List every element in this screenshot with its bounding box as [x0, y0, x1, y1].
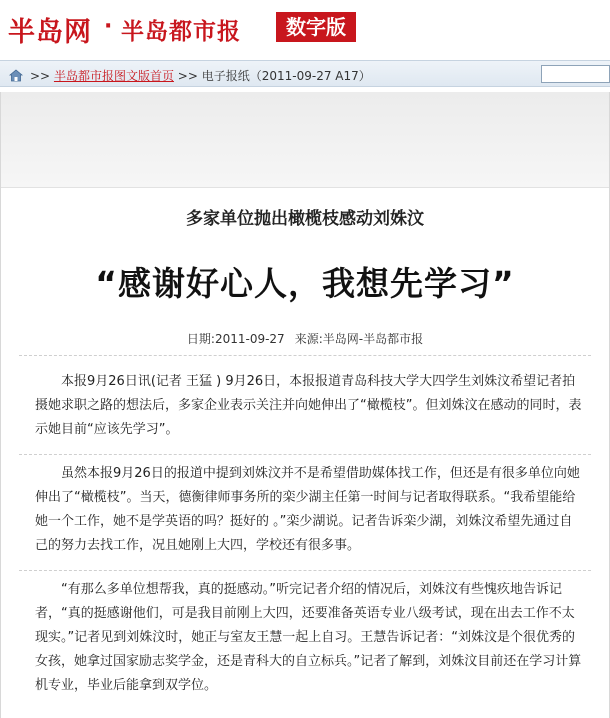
- article-subtitle: 多家单位抛出橄榄枝感动刘姝汶: [186, 209, 424, 229]
- source-label: 来源:: [294, 332, 323, 346]
- article-paragraph: “有那么多单位想帮我，真的挺感动。”听完记者介绍的情况后，刘姝汶有些愧疚地告诉记者，“真的挺感谢他们，可是我目前刚上大四，还要准备英语专业八级考试，现在出去工作不太现实。”记者见到刘姝汶时，她正与室友王慧一起上自习。王慧告诉记者：“刘姝汶是个很优秀的女孩，她拿过国家励志奖学金，还是青科大的自立标兵。”记者了解到，刘姝汶目前还在学习计算机专业，毕业后能拿到双学位。: [35, 582, 582, 693]
- breadcrumb-current: 电子报纸（2011-09-27 A17）: [201, 69, 371, 83]
- article-image-area: [1, 92, 609, 188]
- article-source: 半岛网-半岛都市报: [322, 332, 424, 346]
- meta-divider: [19, 355, 591, 356]
- article-headline: “感谢好心人，我想先学习”: [95, 264, 515, 303]
- breadcrumb-bar: [0, 60, 610, 87]
- digital-edition-badge: 数字版: [276, 12, 356, 42]
- article-meta: [1, 330, 609, 347]
- breadcrumb-separator: >>: [177, 69, 198, 83]
- search-input[interactable]: [541, 65, 610, 83]
- article-paragraph: 虽然本报9月26日的报道中提到刘姝汶并不是希望借助媒体找工作，但还是有很多单位向她伸出了“橄榄枝”。当天，德衡律师事务所的栾少湖主任第一时间与记者取得联系。“我希望能给她一个工作，她不是学英语的吗？挺好的 。”栾少湖说。记者告诉栾少湖，刘姝汶希望先通过自己的努力去找工作，况且她刚上大四，学校还有很多事。: [35, 466, 580, 553]
- paragraph-divider: [19, 570, 591, 571]
- breadcrumb: [30, 67, 371, 84]
- home-icon: [9, 67, 23, 80]
- site-logo[interactable]: 半岛网: [8, 17, 92, 48]
- logo-separator: ·: [104, 14, 113, 39]
- breadcrumb-prefix: >>: [30, 69, 51, 83]
- article-container: [0, 92, 610, 718]
- paragraph-divider: [19, 454, 591, 455]
- site-header: [0, 0, 610, 56]
- article-paragraph: 本报9月26日讯(记者 王猛 ) 9月26日，本报报道青岛科技大学大四学生刘姝汶希望记者拍摄她求职之路的想法后，多家企业表示关注并向她伸出了“橄榄枝”。但刘姝汶在感动的同时，表示她目前“应该先学习”。: [35, 374, 582, 437]
- date-label: 日期:: [186, 332, 215, 346]
- newspaper-name[interactable]: 半岛都市报: [121, 19, 241, 45]
- article-date: 2011-09-27: [214, 332, 285, 346]
- breadcrumb-home-link[interactable]: 半岛都市报图文版首页: [53, 69, 174, 83]
